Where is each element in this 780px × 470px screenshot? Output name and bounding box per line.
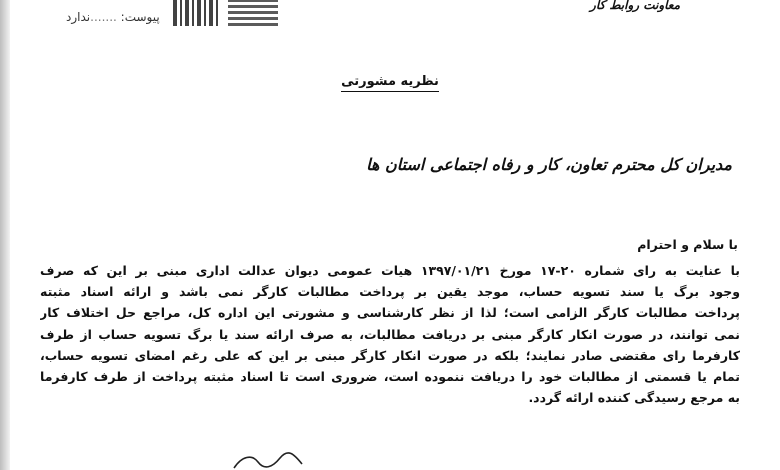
attachment-label: پیوست:: [120, 10, 160, 24]
document-title: [0, 74, 780, 89]
body-line: به مرجع رسیدگی کننده ارائه گردد.: [528, 390, 740, 406]
barcode-icon: [228, 0, 278, 26]
signature-icon: [232, 452, 312, 470]
attachment-value: ندارد: [66, 10, 91, 24]
body-line: پرداخت مطالبات کارگر الزامی است؛ لذا از نظر کارشناسی و مشورتی این اداره کل، مراجع حل اختلاف کار: [40, 305, 740, 321]
document-title-text: نظریه مشورتی: [341, 74, 439, 92]
body-text: [40, 260, 740, 408]
addressee: مدیران کل محترم تعاون، کار و رفاه اجتماعی استان ها: [366, 155, 732, 174]
body-line: وجود برگ یا سند تسویه حساب، موجد یقین بر پرداخت مطالبات کارگر نمی باشد و ارائه اسناد مثبته: [40, 284, 740, 300]
greeting: با سلام و احترام: [637, 237, 738, 252]
body-line: با عنایت به رای شماره ۲۰-۱۷ مورخ ۱۳۹۷/۰۱/۲۱ هیات عمومی دیوان عدالت اداری مبنی بر این که صرف: [40, 263, 740, 278]
attachment-line: [66, 10, 160, 24]
organization-name: معاونت روابط کار: [590, 0, 680, 12]
qr-code-icon: [173, 0, 219, 26]
body-line: کارفرما رای مقتضی صادر نمایند؛ بلکه در صورت انکار کارگر مبنی بر این که علی رغم امضای تسویه حساب،: [40, 347, 740, 363]
attachment-dots: .......: [90, 10, 117, 24]
body-line: تمام یا قسمتی از مطالبات خود را دریافت ننموده است، ضروری است تا اسناد مثبته پرداخت از طرف کارفرما: [40, 369, 740, 385]
body-line: نمی توانند، در صورت انکار کارگر مبنی بر دریافت مطالبات، به صرف ارائه سند یا برگ تسویه حساب از طرف: [40, 326, 740, 342]
